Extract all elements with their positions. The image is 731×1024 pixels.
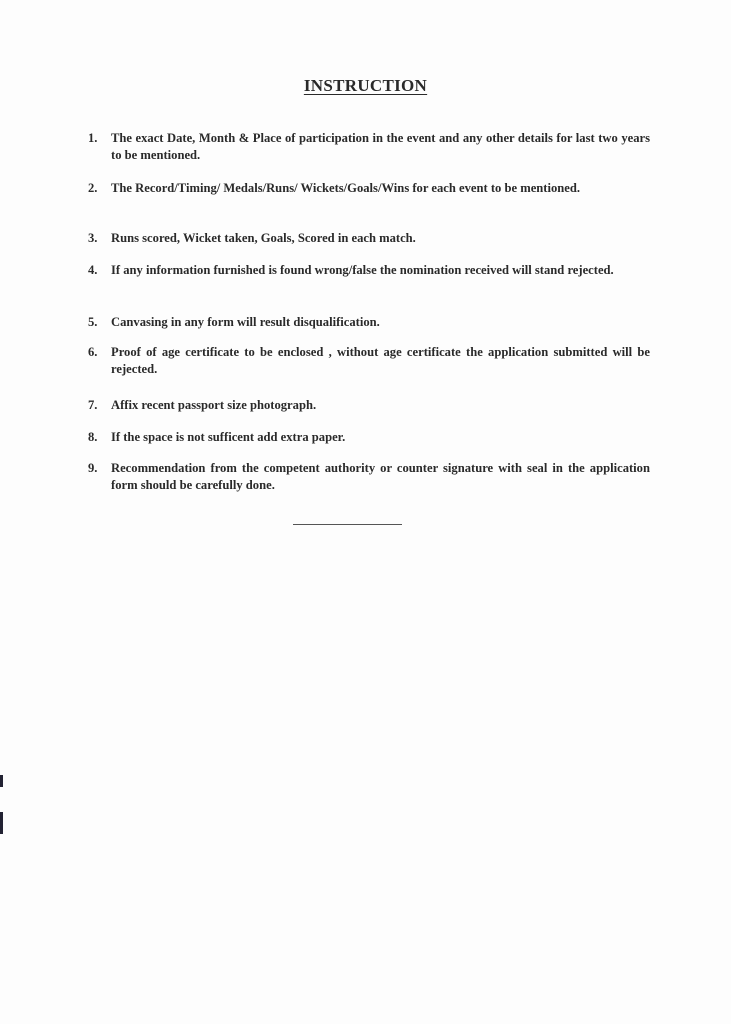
item-number: 6. xyxy=(88,345,98,359)
item-number: 4. xyxy=(88,263,98,277)
item-text: Proof of age certificate to be enclosed , without age certificate the application submitted will be rejected. xyxy=(111,345,650,376)
instruction-item xyxy=(88,180,650,197)
item-text: If the space is not sufficent add extra paper. xyxy=(111,430,346,444)
scan-edge-mark xyxy=(0,812,3,834)
item-text: If any information furnished is found wrong/false the nomination received will stand rejected. xyxy=(111,263,614,277)
item-number: 3. xyxy=(88,231,98,245)
instruction-item xyxy=(88,397,650,414)
instruction-item xyxy=(88,130,650,164)
item-number: 1. xyxy=(88,131,98,145)
page-title xyxy=(0,76,731,96)
item-number: 5. xyxy=(88,315,98,329)
item-number: 9. xyxy=(88,461,98,475)
instruction-item xyxy=(88,230,650,247)
item-number: 8. xyxy=(88,430,98,444)
item-text: Runs scored, Wicket taken, Goals, Scored in each match. xyxy=(111,231,416,245)
end-rule xyxy=(293,524,402,525)
item-text: Recommendation from the competent authority or counter signature with seal in the application form should be carefully done. xyxy=(111,461,650,492)
item-text: Affix recent passport size photograph. xyxy=(111,398,317,412)
instruction-item xyxy=(88,429,650,446)
instruction-item xyxy=(88,262,650,279)
item-text: The Record/Timing/ Medals/Runs/ Wickets/Goals/Wins for each event to be mentioned. xyxy=(111,181,581,195)
instruction-item xyxy=(88,460,650,494)
title-text: INSTRUCTION xyxy=(303,76,428,95)
scan-edge-mark xyxy=(0,775,3,787)
item-text: The exact Date, Month & Place of participation in the event and any other details for last two years to be mentioned. xyxy=(111,131,650,162)
item-number: 2. xyxy=(88,181,98,195)
instruction-item xyxy=(88,344,650,378)
item-number: 7. xyxy=(88,398,98,412)
instruction-item xyxy=(88,314,650,331)
item-text: Canvasing in any form will result disqualification. xyxy=(111,315,380,329)
